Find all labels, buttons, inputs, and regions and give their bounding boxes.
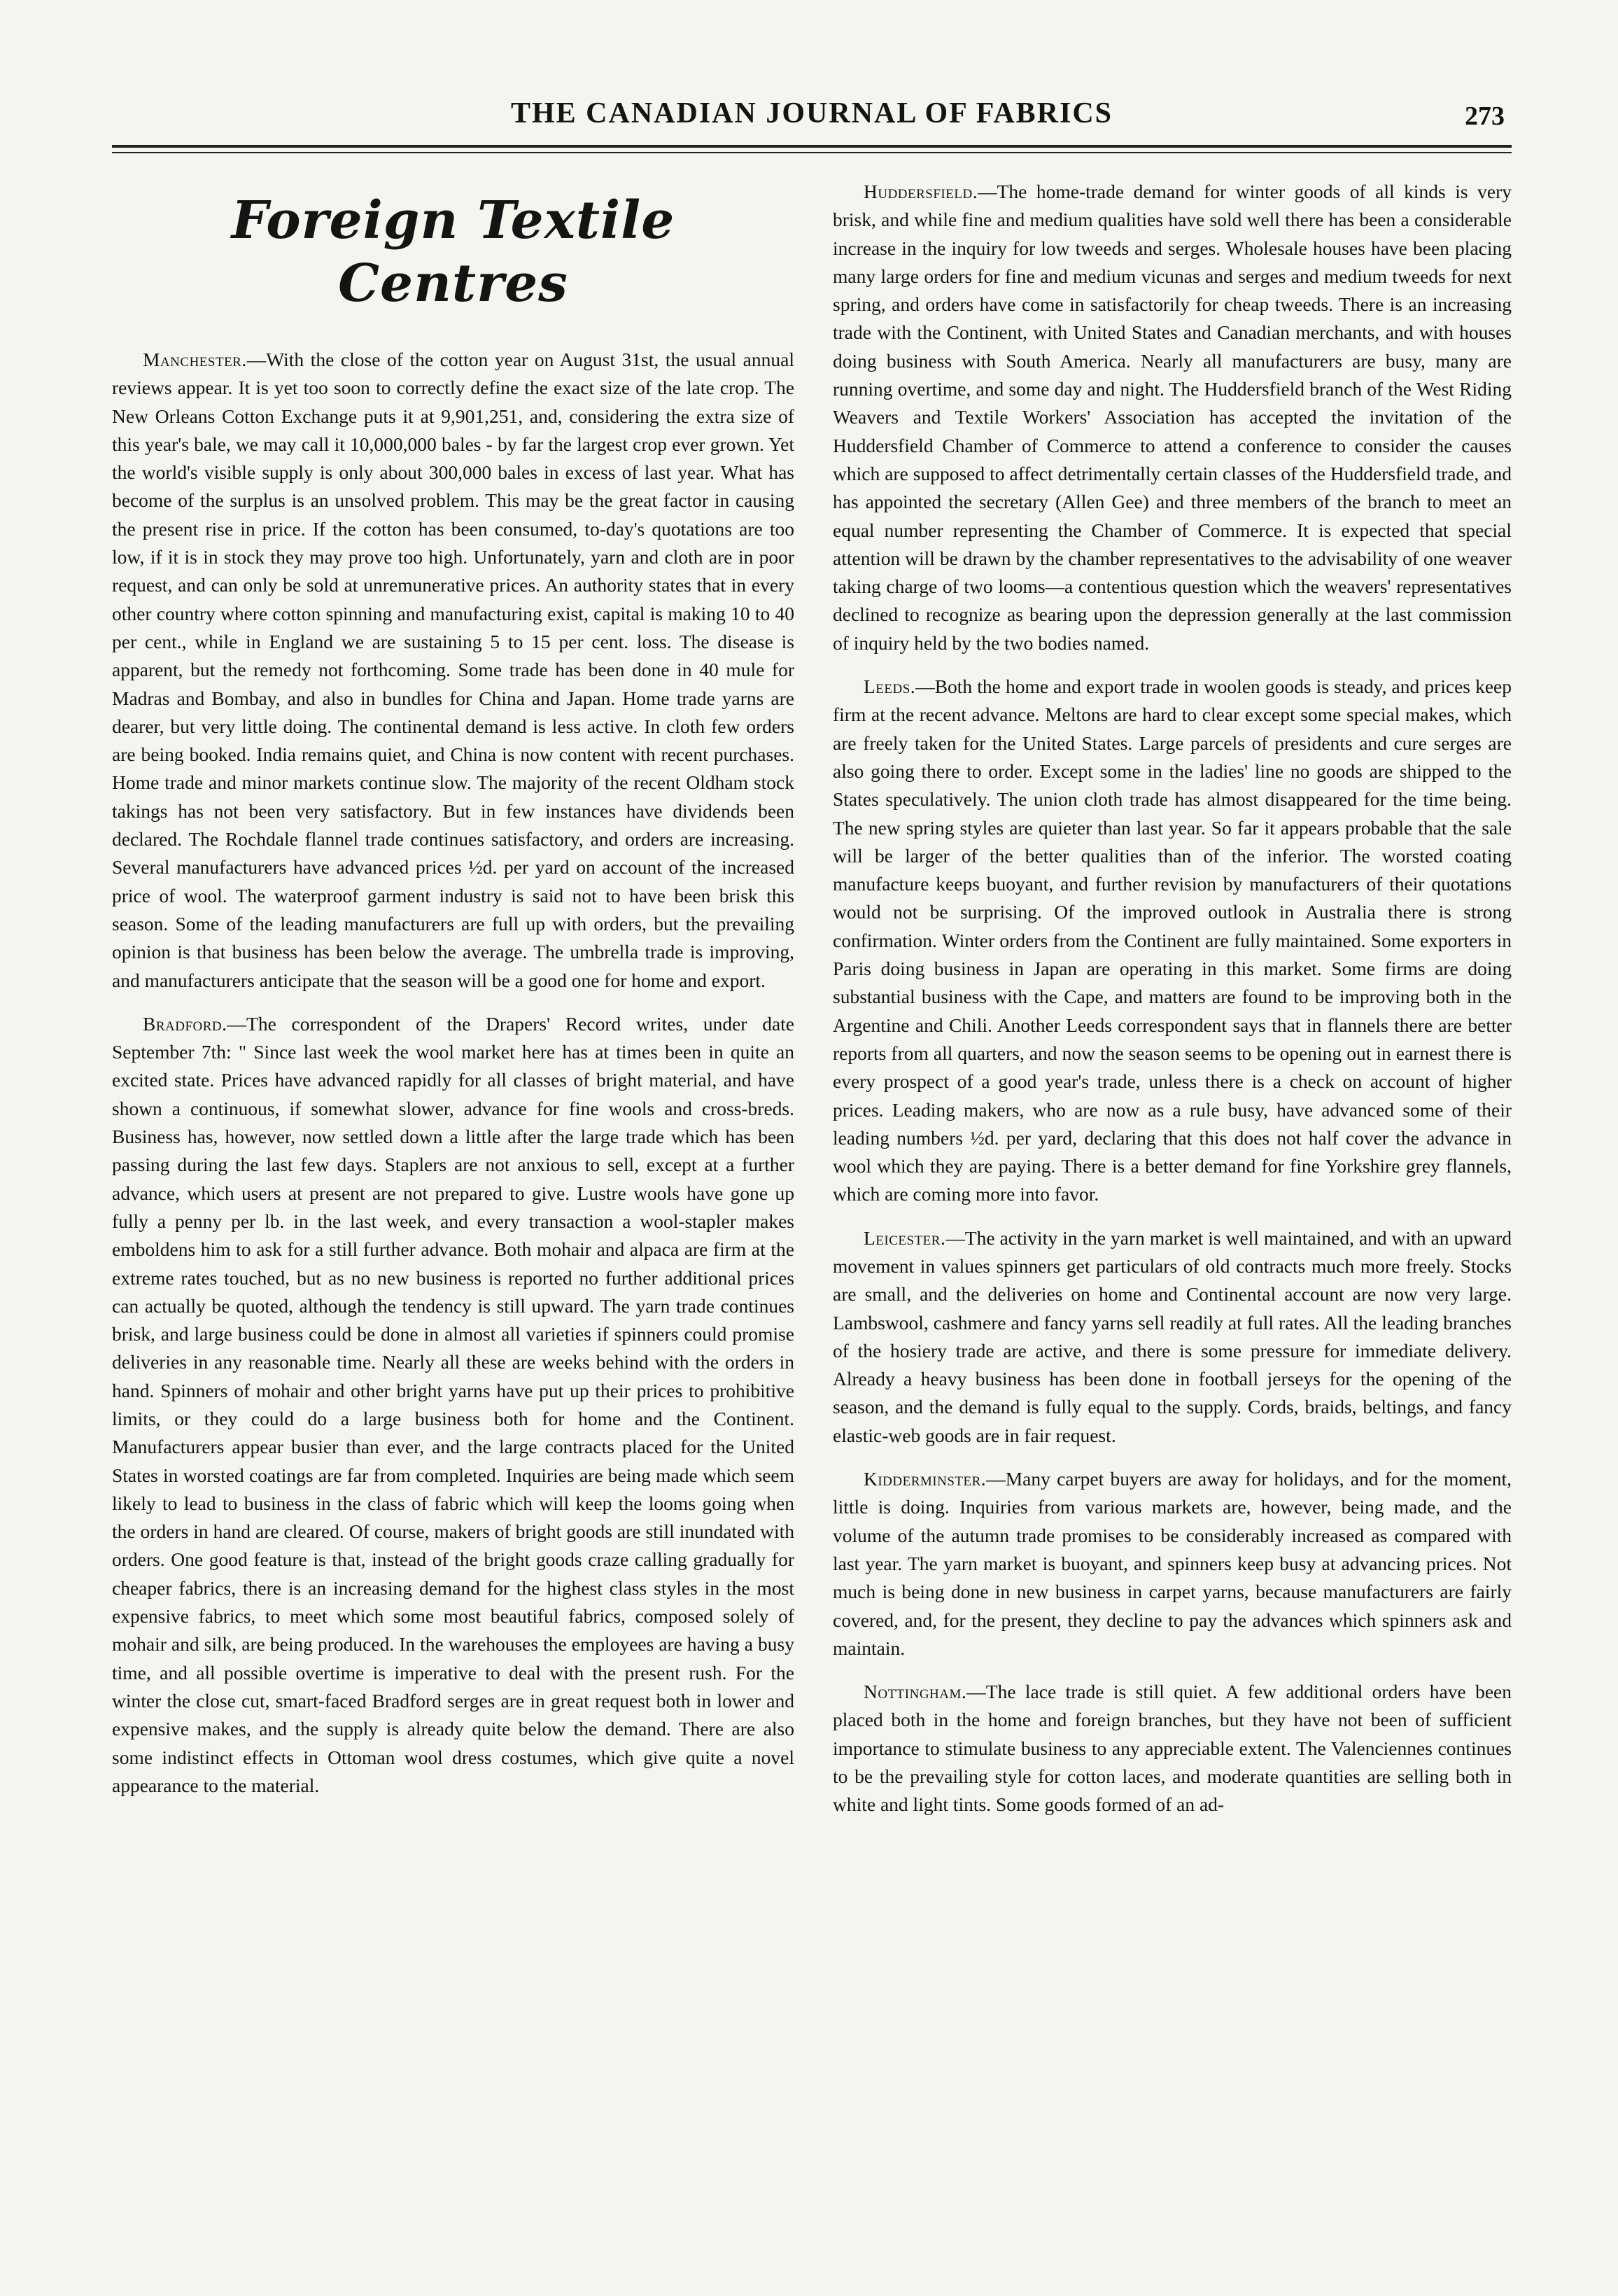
journal-title: THE CANADIAN JOURNAL OF FABRICS [510, 97, 1113, 130]
header-rule-thin [112, 152, 1512, 153]
paragraph-text: —The lace trade is still quiet. A few additional orders have been placed both in the home and foreign branches, but they have not been of sufficient importance to stimulate business to any appreciable extent. The Valenciennes continues to be the prevailing style for cotton laces, and moderate quantities are selling both in white and light tints. Some goods formed of an ad- [833, 1681, 1512, 1816]
paragraph-text: —Many carpet buyers are away for holidays, and for the moment, little is doing. Inquiries from various markets are, however, being made, and the volume of the autumn trade promises to be considerably increased as compared with last year. The yarn market is buoyant, and spinners keep busy at advancing prices. Not much is being done in new business in carpet yarns, because manufacturers are fairly covered, and, for the present, they decline to pay the advances which spinners ask and maintain. [833, 1468, 1512, 1659]
paragraph-lead: Bradford. [143, 1012, 227, 1035]
left-column [112, 174, 794, 2204]
article-paragraph [112, 346, 794, 995]
section-title: Foreign Textile Centres [231, 190, 675, 314]
paragraph-text: —The correspondent of the Drapers' Record writes, under date September 7th: " Since last week the wool market here has at times been in quite an excited state. Prices have advanced rapidly for all classes of bright material, and have shown a continuous, if somewhat slower, advance for fine wools and cross-breds. Business has, however, now settled down a little after the large trade which has been passing during the last few days. Staplers are not anxious to sell, except at a further advance, which users at present are not prepared to give. Lustre wools have gone up fully a penny per lb. in the last week, and every transaction a wool-stapler makes emboldens him to ask for a still further advance. Both mohair and alpaca are firm at the extreme rates touched, but as no new business is reported no further additional prices can actually be quoted, although the tendency is still upward. The yarn trade continues brisk, and large business could be done in almost all varieties if spinners could promise deliveries in any reasonable time. Nearly all these are weeks behind with the orders in hand. Spinners of mohair and other bright yarns have put up their prices to prohibitive limits, or they could do a large business both for home and the Continent. Manufacturers appear busier than ever, and the large contracts placed for the United States in worsted coatings are far from completed. Inquiries are being made which seem likely to lead to business in the class of fabric which will keep the looms going when the orders in hand are cleared. Of course, makers of bright goods are still inundated with orders. One good feature is that, instead of the bright goods craze calling gradually for cheaper fabrics, there is an increasing demand for the highest class styles in the most expensive fabrics, to meet which some most beautiful fabrics, composed solely of mohair and silk, are being produced. In the warehouses the employees are having a busy time, and all possible overtime is imperative to deal with the present rush. For the winter the close cut, smart-faced Bradford serges are in great request both in lower and expensive makes, and the supply is already quite below the demand. There are also some indistinct effects in Ottoman wool dress costumes, which give quite a novel appearance to the material. [112, 1012, 794, 1796]
masthead [112, 91, 1512, 147]
paragraph-text: —Both the home and export trade in woolen goods is steady, and prices keep firm at the recent advance. Meltons are hard to clear except some special makes, which are freely taken for the United States. Large parcels of presidents and cure serges are also going there to order. Except some in the ladies' line no goods are shipped to the States speculatively. The union cloth trade has almost disappeared for the time being. The new spring styles are quieter than last year. So far it appears probable that the sale will be larger of the better qualities than of the inferior. The worsted coating manufacture keeps buoyant, and further revision by manufacturers of their quotations would not be surprising. Of the improved outlook in Australia there is strong confirmation. Winter orders from the Continent are fully maintained. Some exporters in Paris doing business in Japan are operating in this market. Some firms are doing substantial business with the Cape, and matters are found to be improving both in the Argentine and Chili. Another Leeds correspondent says that in flannels there are better reports from all quarters, and now the season seems to be opening out in earnest there is every prospect of a good year's trade, unless there is a check on account of higher prices. Leading makers, who are now as a rule busy, have advanced some of their leading numbers ½d. per yard, declaring that this does not half cover the advance in wool which they are paying. There is a better demand for fine Yorkshire grey flannels, which are coming more into favor. [833, 676, 1512, 1205]
header-rule-thick [112, 145, 1512, 148]
right-column-text [833, 178, 1512, 1819]
paragraph-lead: Kidderminster. [864, 1468, 987, 1490]
article-paragraph [833, 673, 1512, 1209]
right-column [833, 174, 1512, 2204]
paragraph-lead: Manchester. [143, 349, 247, 370]
paragraph-lead: Nottingham. [864, 1681, 967, 1703]
paragraph-text: —The activity in the yarn market is well maintained, and with an upward movement in values spinners get particulars of old contracts much more freely. Stocks are small, and the deliveries on home and Continental account are now very large. Lambswool, cashmere and fancy yarns sell readily at full rates. All the leading branches of the hosiery trade are active, and there is some pressure for immediate delivery. Already a heavy business has been done in football jerseys for the opening of the season, and the demand is fully equal to the supply. Cords, braids, beltings, and fancy elastic-web goods are in fair request. [833, 1226, 1512, 1446]
article-paragraph [833, 178, 1512, 657]
paragraph-text: —With the close of the cotton year on August 31st, the usual annual reviews appear. It is yet too soon to correctly define the exact size of the late crop. The New Orleans Cotton Exchange puts it at 9,901,251, and, considering the extra size of this year's bale, we may call it 10,000,000 bales - by far the largest crop ever grown. Yet the world's visible supply is only about 300,000 bales in excess of last year. What has become of the surplus is an unsolved problem. This may be the great factor in causing the present rise in price. If the cotton has been consumed, to-day's quotations are too low, if it is in stock they may prove too high. Unfortunately, yarn and cloth are in poor request, and can only be sold at unremunerative prices. An authority states that in every other country where cotton spinning and manufacturing exist, capital is making 10 to 40 per cent., while in England we are sustaining 5 to 15 per cent. loss. The disease is apparent, but the remedy not forthcoming. Some trade has been done in 40 mule for Madras and Bombay, and also in bundles for China and Japan. Home trade yarns are dearer, but very little doing. The continental demand is less active. In cloth few orders are being booked. India remains quiet, and China is now content with recent purchases. Home trade and minor markets continue slow. The majority of the recent Oldham stock takings has not been very satisfactory. But in few instances have dividends been declared. The Rochdale flannel trade continues satisfactory, and orders are increasing. Several manufacturers have advanced prices ½d. per yard on account of the increased price of wool. The waterproof garment industry is said not to have been brisk this season. Some of the leading manufacturers are full up with orders, but the prevailing opinion is that business has been below the average. The umbrella trade is improving, and manufacturers anticipate that the season will be a good one for home and export. [112, 349, 794, 991]
article-paragraph [112, 1010, 794, 1800]
article-paragraph [833, 1224, 1512, 1450]
article-paragraph [833, 1678, 1512, 1819]
paragraph-lead: Leeds. [864, 676, 916, 698]
page-number: 273 [1465, 102, 1505, 131]
article-paragraph [833, 1465, 1512, 1662]
paragraph-text: —The home-trade demand for winter goods of all kinds is very brisk, and while fine and medium qualities have sold well there has been a considerable increase in the inquiry for low tweeds and serges. Wholesale houses have been placing many large orders for fine and medium vicunas and serges and medium tweeds for next spring, and orders have come in satisfactorily for cheap tweeds. There is an increasing trade with the Continent, with United States and Canadian merchants, and with houses doing business with South America. Nearly all manufacturers are busy, many are running overtime, and some day and night. The Huddersfield branch of the West Riding Weavers and Textile Workers' Association has accepted the invitation of the Huddersfield Chamber of Commerce to attend a conference to consider the causes which are supposed to affect detrimentally certain classes of the Huddersfield trade, and has appointed the secretary (Allen Gee) and three members of the branch to meet an equal number representing the Chamber of Commerce. It is expected that special attention will be drawn by the chamber representatives to the advisability of one weaver taking charge of two looms—a contentious question which the weavers' representatives declined to recognize as bearing upon the depression generally at the last commission of inquiry held by the two bodies named. [833, 181, 1512, 654]
paragraph-lead: Leicester. [864, 1226, 946, 1249]
paragraph-lead: Huddersfield. [864, 181, 978, 202]
